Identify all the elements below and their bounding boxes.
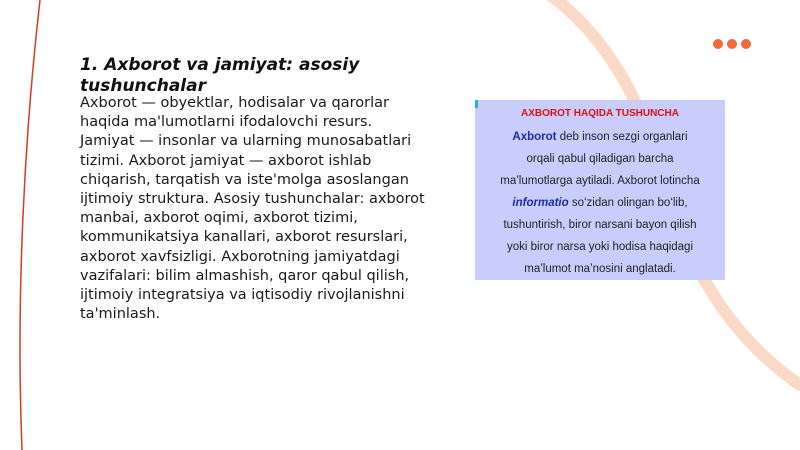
card-line: ma’lumotlarga aytiladi. Axborot lotincha — [500, 175, 700, 187]
slide-title: 1. Axborot va jamiyat: asosiy tushunchalar — [80, 55, 360, 96]
card-title: AXBOROT HAQIDA TUSHUNCHA — [521, 108, 679, 119]
left-border-curve — [20, 0, 40, 450]
card-corner-accent — [475, 100, 478, 108]
slide-body-text: Axborot — obyektlar, hodisalar va qarorlar haqida ma'lumotlarni ifodalovchi resurs. Jamiyat — insonlar va ularning munosabatlari tizimi. Axborot jamiyat — axborot ishlab chiqarish, tarqatish va iste'molga asoslangan ijtimoiy struktura. Asosiy tushunchalar: axborot manbai, axborot oqimi, axborot tizimi, kommunikatsiya kanallari, axborot resurslari, axborot xavfsizligi. Axborotning jamiyatdagi vazifalari: bilim almashish, qaror qabul qilish, ijtimoiy integratsiya va iqtisodiy rivojlanishni ta'minlash. — [80, 95, 425, 323]
card-line: tushuntirish, biror narsani bayon qilish — [503, 219, 697, 231]
dot-icon — [727, 39, 737, 49]
card-line-text: so‘zidan olingan bo‘lib, — [568, 197, 688, 209]
card-line — [475, 126, 725, 148]
card-keyword: Axborot — [512, 131, 557, 143]
card-line-text: deb inson sezgi organlari — [556, 131, 688, 143]
card-keyword: informatio — [512, 197, 569, 209]
card-line: yoki biror narsa yoki hodisa haqidagi — [506, 241, 694, 253]
dot-icon — [741, 39, 751, 49]
card-line — [475, 192, 725, 214]
card-line: ma’lumot ma’nosini anglatadi. — [524, 263, 676, 275]
info-card-image — [475, 100, 725, 280]
card-line: orqali qabul qiladigan barcha — [526, 153, 674, 165]
dot-icon — [713, 39, 723, 49]
dots-menu-icon — [713, 39, 751, 49]
